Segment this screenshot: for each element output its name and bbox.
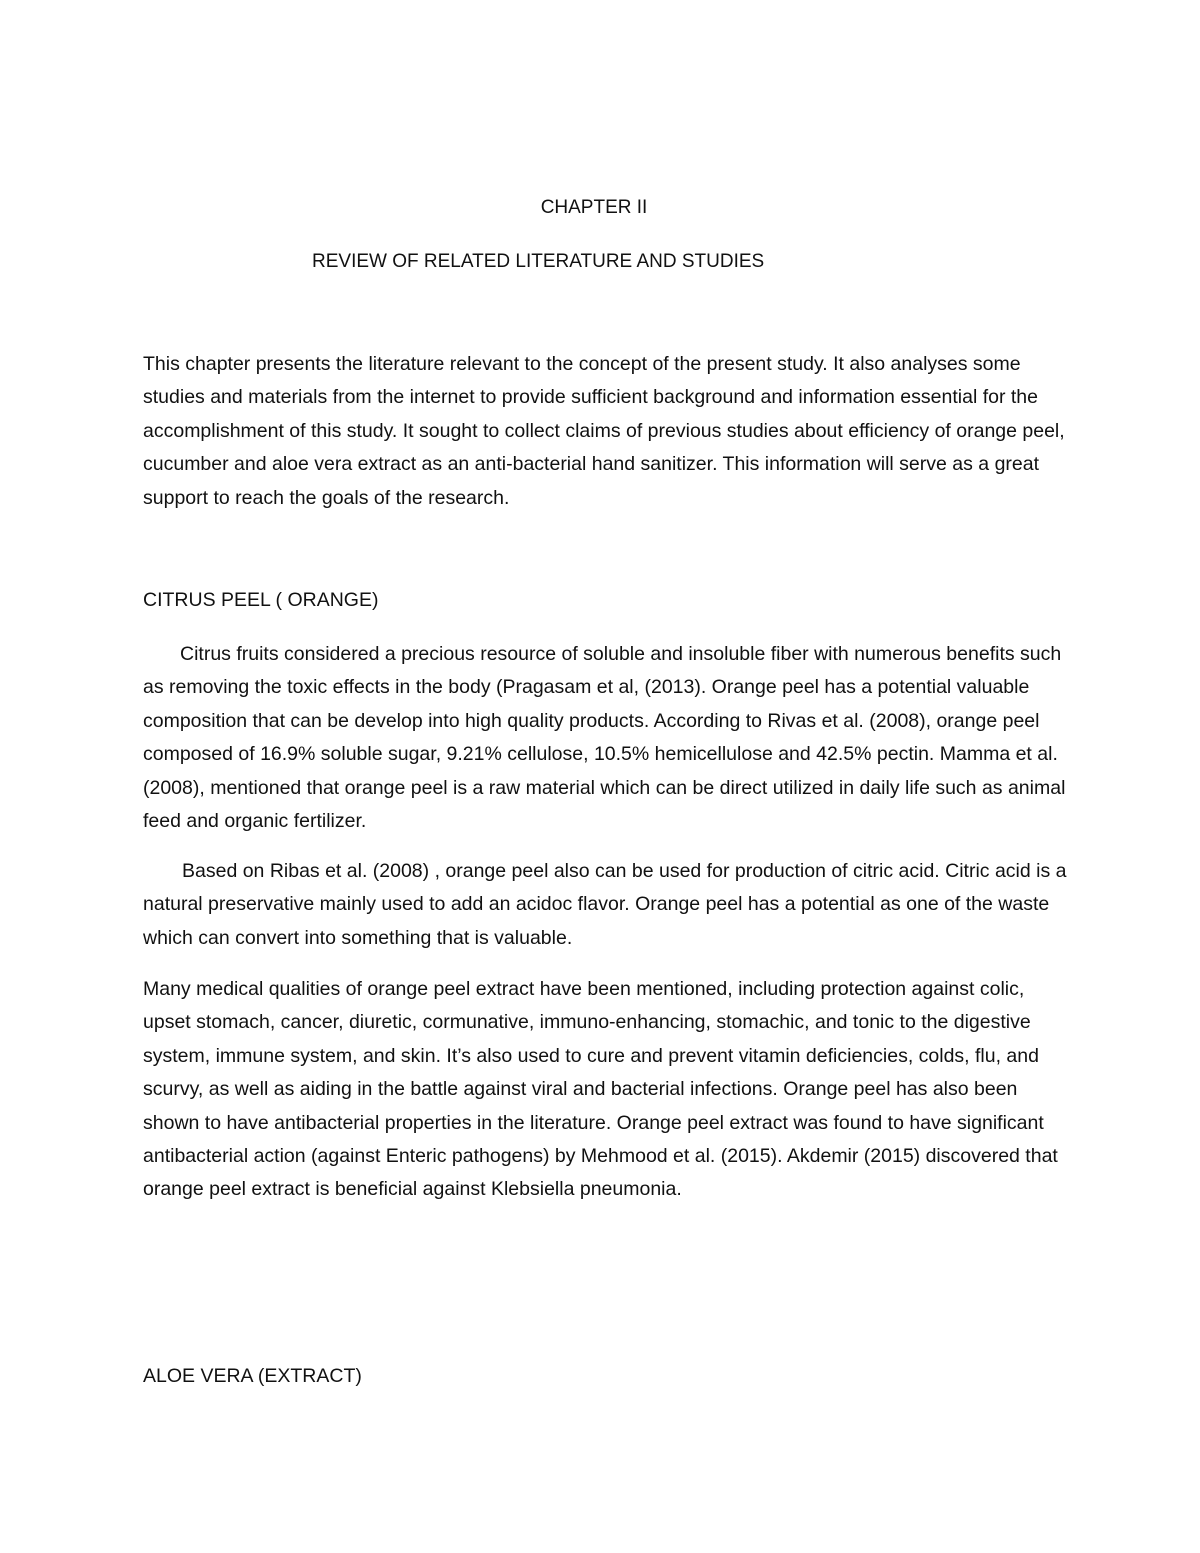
citrus-paragraph-1: Citrus fruits considered a precious resource of soluble and insoluble fiber with numerous benefits such as removing the toxic effects in the body (Pragasam et al, (2013). Orange peel has a potential valuable composition that can be develop into high quality products. According to Rivas et al. (2008), orange peel composed of 16.9% soluble sugar, 9.21% cellulose, 10.5% hemicellulose and 42.5% pectin. Mamma et al. (2008), mentioned that orange peel is a raw material which can be direct utilized in daily life such as animal feed and organic fertilizer. (143, 643, 1066, 833)
citrus-paragraph-2: Based on Ribas et al. (2008) , orange peel also can be used for production of citric acid. Citric acid is a natural preservative mainly used to add an acidoc flavor. Orange peel has a potential as one of the waste which can convert into something that is valuable. (143, 860, 1067, 949)
section-heading-aloe-vera: ALOE VERA (EXTRACT) (143, 1365, 362, 1387)
section-heading-citrus-peel: CITRUS PEEL ( ORANGE) (143, 589, 379, 611)
citrus-paragraph-3: Many medical qualities of orange peel extract have been mentioned, including protection against colic, upset stomach, cancer, diuretic, cormunative, immuno-enhancing, stomachic, and tonic to the digestive system, immune system, and skin. It’s also used to cure and prevent vitamin deficiencies, colds, flu, and scurvy, as well as aiding in the battle against viral and bacterial infections. Orange peel has also been shown to have antibacterial properties in the literature. Orange peel extract was found to have significant antibacterial action (against Enteric pathogens) by Mehmood et al. (2015). Akdemir (2015) discovered that orange peel extract is beneficial against Klebsiella pneumonia. (143, 978, 1058, 1201)
intro-paragraph: This chapter presents the literature relevant to the concept of the present study. It also analyses some studies and materials from the internet to provide sufficient background and information essential for the accomplishment of this study. It sought to collect claims of previous studies about efficiency of orange peel, cucumber and aloe vera extract as an anti-bacterial hand sanitizer. This information will serve as a great support to reach the goals of the research. (143, 353, 1065, 509)
chapter-number-text: CHAPTER II (540, 197, 648, 218)
chapter-title: REVIEW OF RELATED LITERATURE AND STUDIES (312, 251, 765, 272)
chapter-number (0, 197, 1200, 219)
